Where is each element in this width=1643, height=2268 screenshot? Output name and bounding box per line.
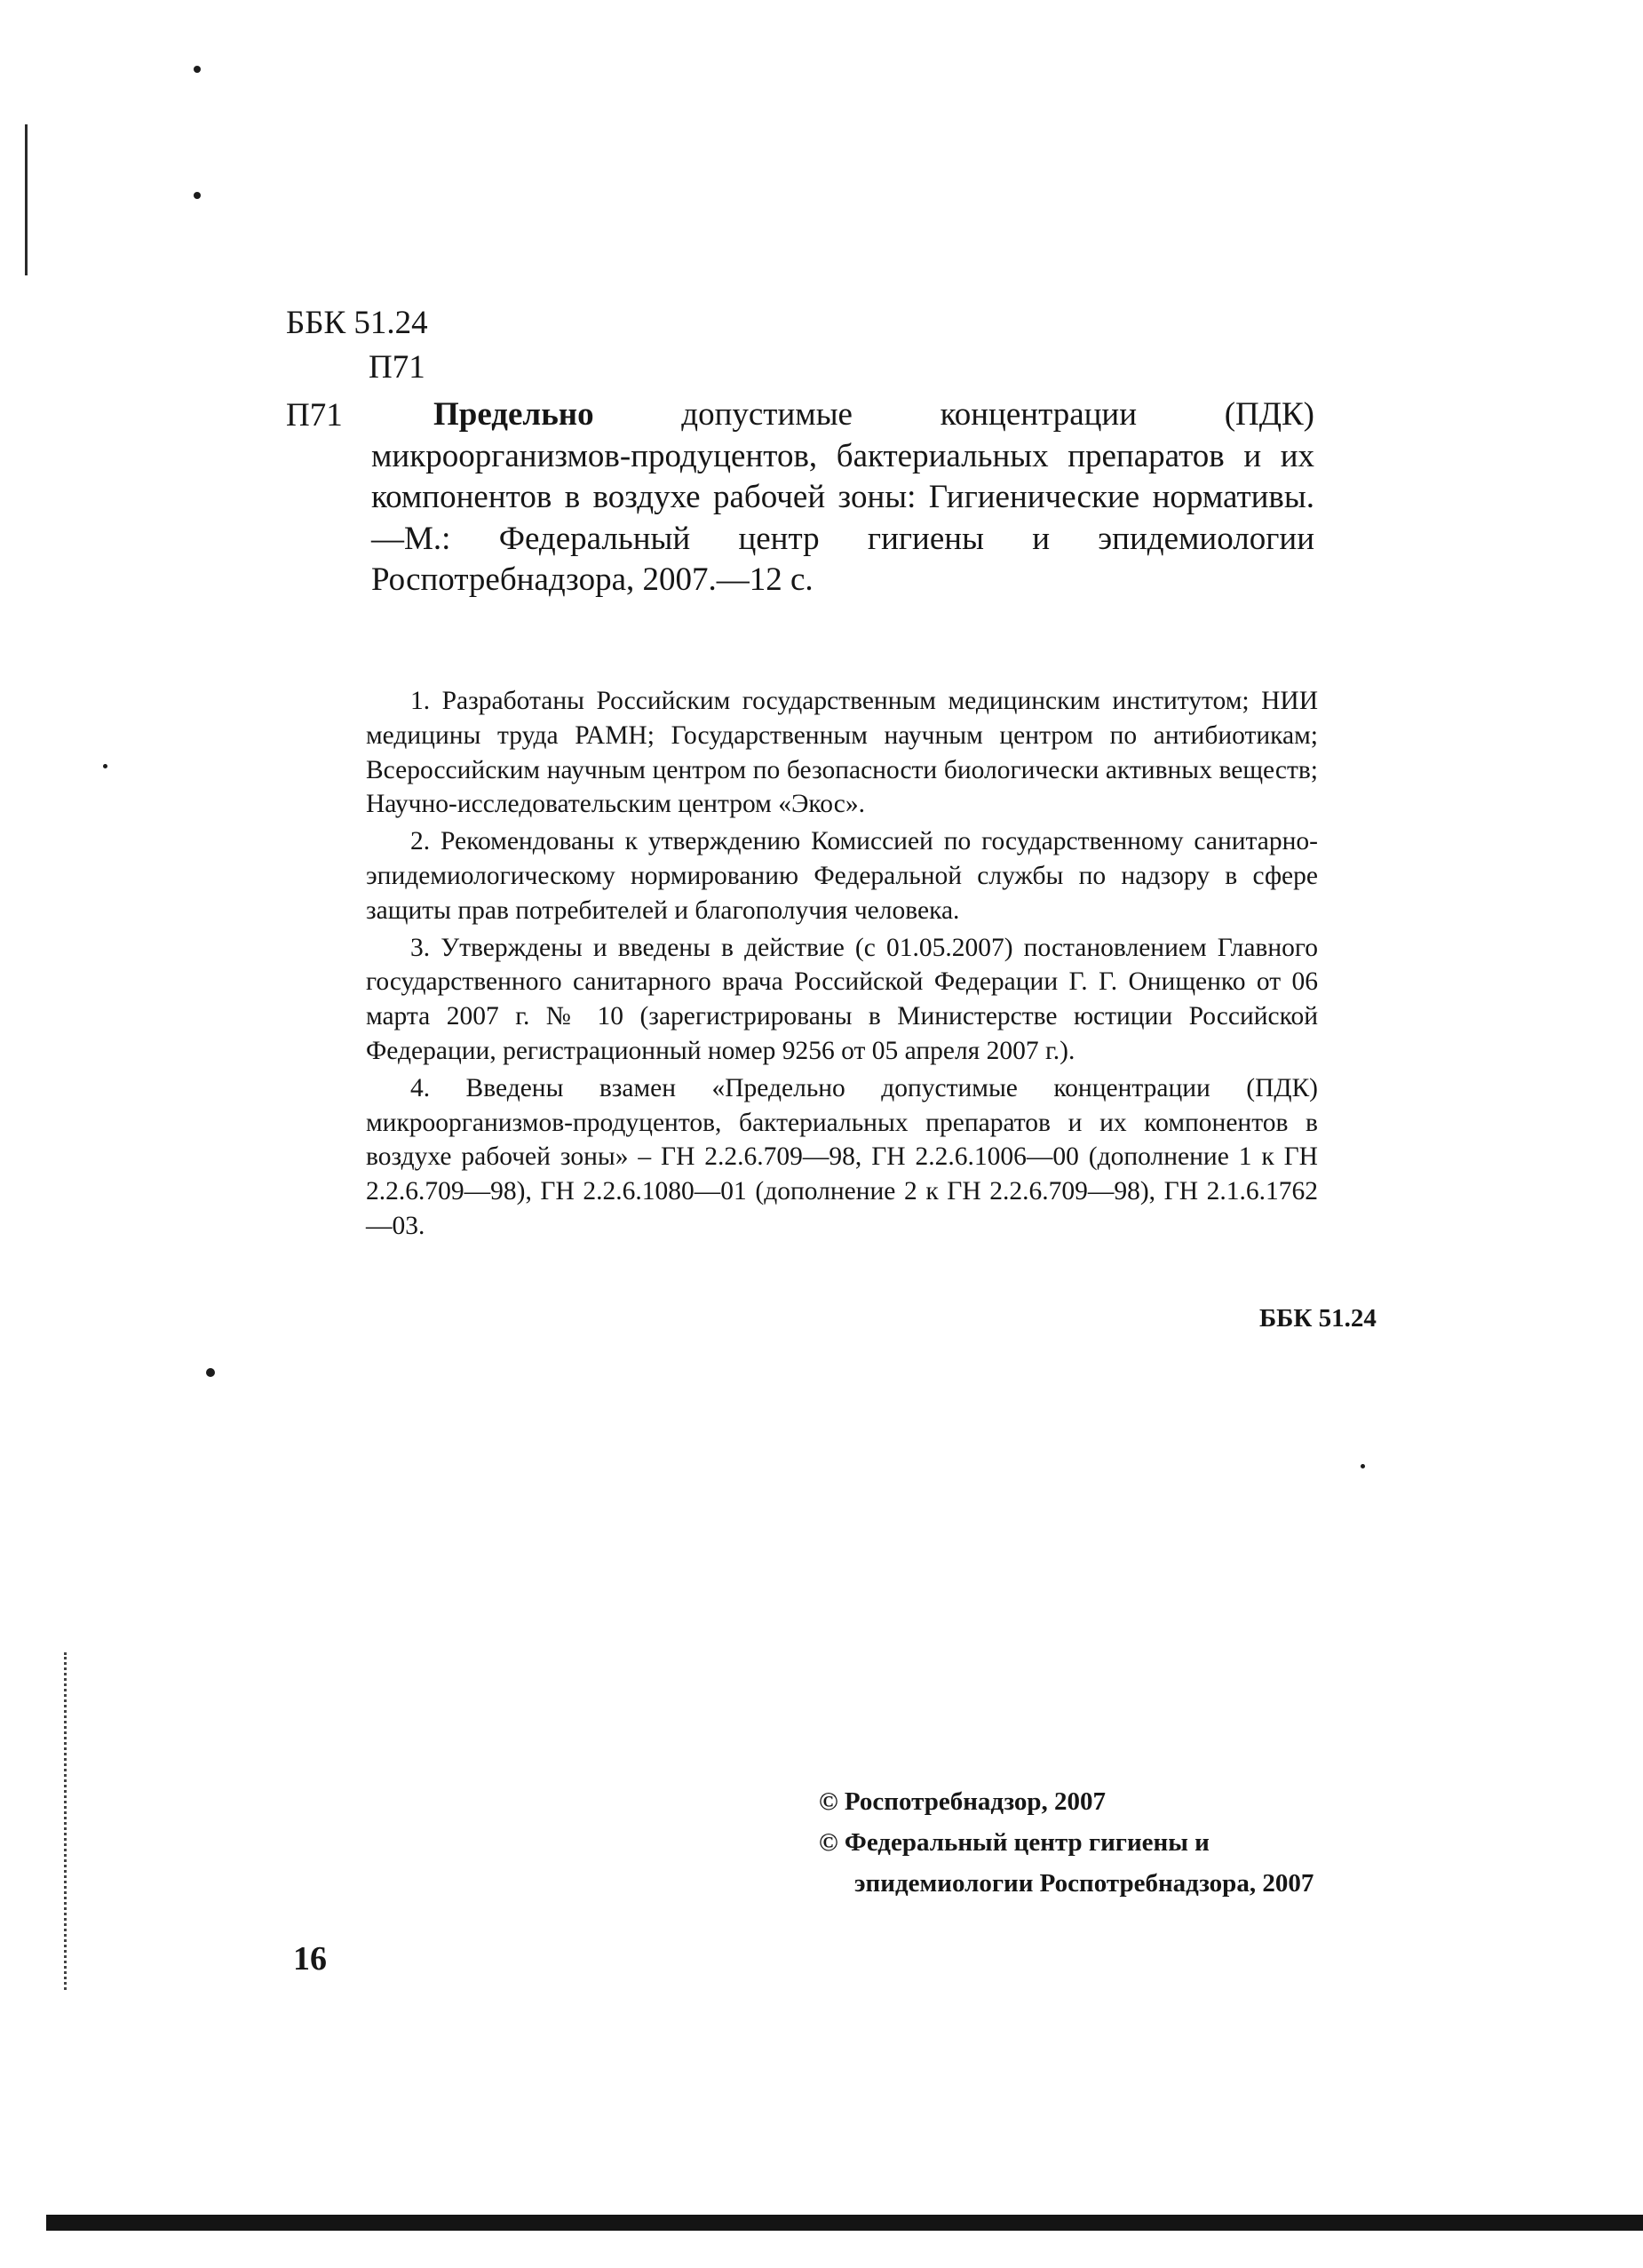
scan-speck [206, 1368, 215, 1377]
entry-code: П71 [286, 397, 343, 434]
author-mark: П71 [369, 349, 425, 386]
scan-speck [1361, 1464, 1365, 1468]
note-paragraph: 4. Введены взамен «Предельно допустимые концентрации (ПДК) микроорганизмов-продуцентов, бактериальных препаратов и их компонентов в воздухе рабочей зоны» – ГН 2.2.6.709—98, ГН 2.2.6.1006—00 (дополнение 1 к ГН 2.2.6.709—98), ГН 2.2.6.1080—01 (дополнение 2 к ГН 2.2.6.709—98), ГН 2.1.6.1762—03. [366, 1073, 1318, 1240]
copyright-line: © Роспотребнадзор, 2007 [819, 1787, 1107, 1816]
scan-speck [194, 192, 201, 199]
bbk-code: ББК 51.24 [286, 305, 428, 341]
note-paragraph: 2. Рекомендованы к утверждению Комиссией по государственному санитарно-эпидемиологическому нормированию Федеральной службы по надзору в сфере защиты прав потребителей и благополучия человека. [366, 827, 1318, 925]
copyright-line: © Федеральный центр гигиены и [819, 1828, 1210, 1857]
scan-edge-line [25, 124, 28, 275]
entry-title-word: Предельно [433, 396, 594, 433]
note-paragraph: 1. Разработаны Российским государственным медицинским институтом; НИИ медицины труда РАМН; Государственным научным центром по антибиотикам; Всероссийским научным центром по безопасности биологически активных веществ; Научно-исследовательским центром «Экос». [366, 687, 1318, 819]
page-number: 16 [293, 1940, 327, 1978]
bibliographic-entry [371, 394, 1314, 601]
scan-speck [194, 66, 201, 73]
scan-speck [103, 764, 107, 768]
scan-edge-marks [64, 1652, 67, 1990]
copyright-line: эпидемиологии Роспотребнадзора, 2007 [854, 1869, 1314, 1898]
copyright-block [819, 1781, 1405, 1904]
entry-description: допустимые концентрации (ПДК) микроорганизмов-продуцентов, бактериальных препаратов и их компонентов в воздухе рабочей зоны: Гигиенические нормативы.—М.: Федеральный центр гигиены и эпидемиологии Роспотребнадзора, 2007.—12 с. [371, 396, 1314, 598]
bbk-code-bottom: ББК 51.24 [1259, 1304, 1377, 1333]
scan-bottom-bar [46, 2215, 1643, 2231]
notes-section [366, 684, 1318, 1246]
note-paragraph: 3. Утверждены и введены в действие (с 01.05.2007) постановлением Главного государственного санитарного врача Российской Федерации Г. Г. Онищенко от 06 марта 2007 г. № 10 (зарегистрированы в Министерстве юстиции Российской Федерации, регистрационный номер 9256 от 05 апреля 2007 г.). [366, 933, 1318, 1065]
